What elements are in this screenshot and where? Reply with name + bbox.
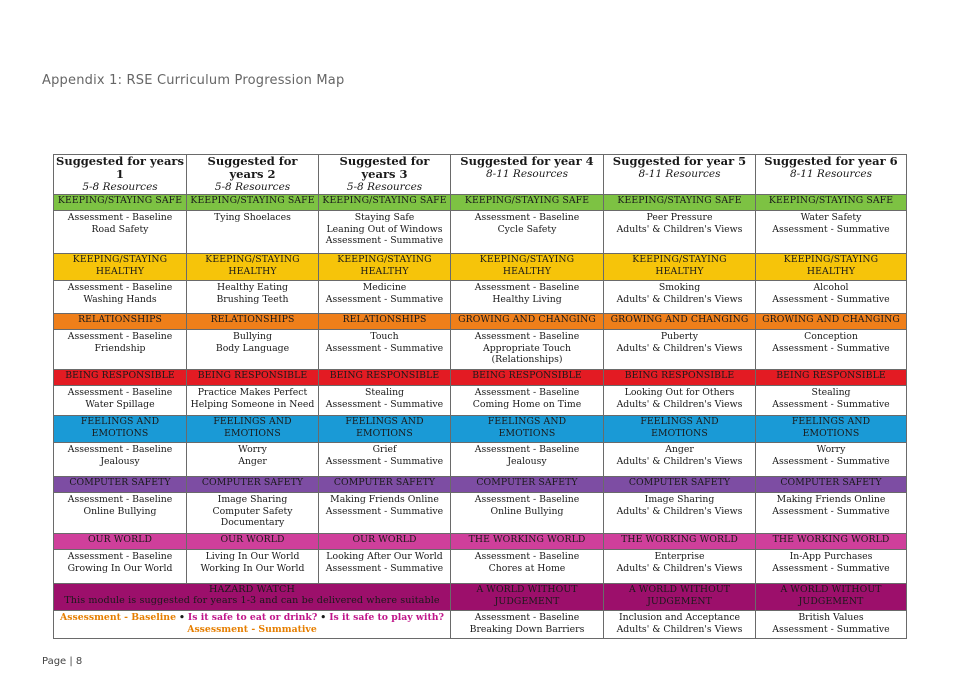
theme-band	[756, 584, 907, 611]
cell-line: Touch	[370, 331, 399, 342]
cell-line: Assessment - Baseline	[67, 494, 173, 505]
theme-band-label: BEING RESPONSIBLE	[776, 370, 886, 381]
lesson-cell	[756, 211, 907, 254]
lesson-cell	[54, 550, 187, 584]
lesson-cell	[756, 281, 907, 314]
cell-line: Anger	[238, 455, 267, 467]
cell-line: Assessment - Baseline	[474, 612, 580, 623]
hazard-content-row	[54, 611, 907, 639]
lesson-cell	[187, 550, 319, 584]
cell-line: Assessment - Summative	[772, 398, 890, 410]
lesson-cell	[187, 443, 319, 477]
cell-line: FEELINGS AND	[640, 416, 719, 427]
cell-line: Assessment - Baseline	[474, 331, 580, 342]
cell-line: Leaning Out of Windows	[326, 223, 443, 235]
theme-band-label: OUR WORLD	[352, 534, 417, 545]
cell-line: Appropriate Touch	[482, 342, 572, 354]
cell-line: Assessment - Baseline	[67, 551, 173, 562]
cell-line: Peer Pressure	[646, 212, 713, 223]
lesson-cell	[451, 281, 604, 314]
theme-band	[54, 314, 187, 330]
year-header	[604, 155, 756, 195]
cell-line: Assessment - Summative	[772, 293, 890, 305]
theme-band-label: BEING RESPONSIBLE	[472, 370, 582, 381]
cell-line: Working In Our World	[200, 562, 305, 574]
cell-line: Assessment - Summative	[325, 342, 444, 354]
hazard-watch-title: HAZARD WATCH	[209, 584, 295, 595]
lesson-cell	[756, 611, 907, 639]
lesson-cell	[54, 281, 187, 314]
lesson-cell	[756, 550, 907, 584]
theme-band-label: COMPUTER SAFETY	[628, 477, 731, 488]
cell-line: Grief	[372, 444, 397, 455]
theme-band-label: OUR WORLD	[220, 534, 285, 545]
cell-line: Stealing	[364, 387, 405, 398]
theme-band	[756, 534, 907, 550]
theme-band	[756, 477, 907, 493]
theme-band	[604, 195, 756, 211]
cell-line: Jealousy	[100, 455, 140, 467]
theme-band-row	[54, 416, 907, 443]
lesson-cell	[451, 611, 604, 639]
cell-line: JUDGEMENT	[798, 595, 864, 607]
lesson-cell	[319, 386, 451, 416]
cell-line: Assessment - Summative	[772, 505, 890, 517]
cell-line: Assessment - Baseline	[474, 212, 580, 223]
theme-band	[451, 534, 604, 550]
cell-line: HEALTHY	[95, 265, 145, 277]
theme-band-label: RELATIONSHIPS	[78, 314, 162, 325]
cell-line: Anger	[665, 444, 694, 455]
year-header-title: Suggested for years 1	[56, 154, 184, 181]
theme-band	[319, 195, 451, 211]
theme-band-label: GROWING AND CHANGING	[458, 314, 596, 325]
cell-line: Looking After Our World	[326, 551, 443, 562]
theme-band	[604, 534, 756, 550]
year-header-resources: 8-11 Resources	[638, 168, 721, 180]
cell-line: Growing In Our World	[67, 562, 173, 574]
lesson-row	[54, 443, 907, 477]
cell-line: Chores at Home	[488, 562, 566, 574]
theme-band	[604, 254, 756, 281]
cell-line: Online Bullying	[490, 505, 564, 517]
cell-line: EMOTIONS	[91, 427, 149, 439]
cell-line: Water Spillage	[85, 398, 155, 410]
cell-line: FEELINGS AND	[213, 416, 292, 427]
header-row	[54, 155, 907, 195]
theme-band-label: BEING RESPONSIBLE	[197, 370, 308, 381]
lesson-cell	[451, 330, 604, 370]
cell-line: HEALTHY	[655, 265, 704, 277]
cell-line: FEELINGS AND	[791, 416, 871, 427]
year-header-resources: 5-8 Resources	[214, 181, 291, 193]
cell-line: Tying Shoelaces	[214, 212, 291, 223]
theme-band	[451, 370, 604, 386]
lesson-cell	[756, 493, 907, 534]
theme-band-label: KEEPING/STAYING SAFE	[322, 195, 447, 206]
cell-line: Staying Safe	[354, 212, 415, 223]
theme-band-row	[54, 195, 907, 211]
theme-band	[756, 254, 907, 281]
theme-band-label: RELATIONSHIPS	[210, 314, 295, 325]
lesson-cell	[604, 211, 756, 254]
cell-line: Assessment - Baseline	[474, 444, 580, 455]
year-header-title: Suggested for year 6	[764, 154, 898, 168]
cell-line: Practice Makes Perfect	[197, 387, 308, 398]
cell-line: Documentary	[220, 517, 285, 528]
cell-line: FEELINGS AND	[487, 416, 567, 427]
cell-line: Assessment - Baseline	[67, 331, 173, 342]
hazard-text: Assessment - Baseline	[60, 612, 176, 623]
cell-line: Washing Hands	[83, 293, 157, 305]
cell-line: Assessment - Summative	[325, 235, 444, 246]
year-header-title: Suggested for year 5	[612, 154, 747, 168]
cell-line: Friendship	[94, 342, 146, 354]
theme-band-row	[54, 534, 907, 550]
theme-band-label: GROWING AND CHANGING	[610, 314, 749, 325]
cell-line: A WORLD WITHOUT	[476, 584, 578, 595]
cell-line: Assessment - Summative	[325, 293, 444, 305]
lesson-row	[54, 330, 907, 370]
cell-line: Assessment - Summative	[772, 455, 890, 467]
cell-line: Assessment - Baseline	[474, 282, 580, 293]
lesson-cell	[54, 386, 187, 416]
theme-band	[756, 416, 907, 443]
theme-band	[54, 370, 187, 386]
cell-line: Assessment - Baseline	[474, 494, 580, 505]
theme-band	[187, 314, 319, 330]
theme-band-label: RELATIONSHIPS	[342, 314, 427, 325]
year-header	[319, 155, 451, 195]
theme-band-label: KEEPING/STAYING SAFE	[464, 195, 590, 206]
year-header-resources: 8-11 Resources	[485, 168, 569, 180]
theme-band-label: THE WORKING WORLD	[772, 534, 890, 545]
cell-line: Assessment - Baseline	[67, 282, 173, 293]
year-header-resources: 5-8 Resources	[82, 181, 158, 193]
lesson-cell	[451, 386, 604, 416]
lesson-cell	[319, 211, 451, 254]
curriculum-progression-table	[53, 154, 907, 639]
cell-line: Assessment - Summative	[772, 223, 890, 235]
cell-line: Alcohol	[813, 282, 849, 293]
cell-line: FEELINGS AND	[80, 416, 160, 427]
cell-line: KEEPING/STAYING	[479, 254, 575, 265]
theme-band	[604, 370, 756, 386]
cell-line: Assessment - Summative	[772, 342, 890, 354]
cell-line: Image Sharing	[644, 494, 715, 505]
cell-line: Healthy Eating	[216, 282, 289, 293]
lesson-cell	[319, 443, 451, 477]
theme-band-label: COMPUTER SAFETY	[69, 477, 171, 488]
cell-line: EMOTIONS	[224, 427, 281, 439]
theme-band-row	[54, 254, 907, 281]
hazard-line-2: Assessment - Summative	[187, 623, 317, 635]
theme-band	[319, 254, 451, 281]
lesson-cell	[187, 386, 319, 416]
theme-band	[451, 584, 604, 611]
theme-band-label: KEEPING/STAYING SAFE	[617, 195, 742, 206]
theme-band	[187, 370, 319, 386]
year-header	[756, 155, 907, 195]
cell-line: HEALTHY	[360, 265, 409, 277]
year-header-title: Suggested for years 2	[207, 154, 298, 181]
cell-line: Conception	[804, 331, 858, 342]
cell-line: (Relationships)	[491, 354, 563, 365]
cell-line: Cycle Safety	[497, 223, 557, 235]
cell-line: Computer Safety	[212, 505, 293, 517]
theme-band-label: THE WORKING WORLD	[468, 534, 586, 545]
cell-line: Making Friends Online	[776, 494, 886, 505]
cell-line: HEALTHY	[806, 265, 856, 277]
theme-band	[756, 195, 907, 211]
cell-line: Adults' & Children's Views	[616, 398, 743, 410]
cell-line: HEALTHY	[502, 265, 552, 277]
cell-line: EMOTIONS	[356, 427, 413, 439]
cell-line: Looking Out for Others	[624, 387, 735, 398]
lesson-cell	[604, 493, 756, 534]
cell-line: Road Safety	[91, 223, 149, 235]
lesson-cell	[451, 493, 604, 534]
year-header	[187, 155, 319, 195]
cell-line: Inclusion and Acceptance	[618, 612, 741, 623]
hazard-text: Is it safe to eat or drink?	[187, 612, 318, 623]
cell-line: British Values	[798, 612, 864, 623]
theme-band-label: THE WORKING WORLD	[621, 534, 738, 545]
cell-line: Image Sharing	[217, 494, 288, 505]
cell-line: FEELINGS AND	[345, 416, 424, 427]
theme-band	[451, 195, 604, 211]
cell-line: Smoking	[658, 282, 701, 293]
cell-line: HEALTHY	[228, 265, 277, 277]
cell-line: Adults' & Children's Views	[616, 562, 743, 574]
cell-line: KEEPING/STAYING	[632, 254, 727, 265]
cell-line: Breaking Down Barriers	[469, 623, 585, 635]
cell-line: JUDGEMENT	[647, 595, 712, 607]
theme-band	[187, 195, 319, 211]
hazard-watch-description: This module is suggested for years 1-3 and can be delivered where suitable	[64, 595, 440, 606]
lesson-row	[54, 281, 907, 314]
year-header-title: Suggested for years 3	[339, 154, 430, 181]
theme-band	[319, 314, 451, 330]
lesson-row	[54, 550, 907, 584]
cell-line: In-App Purchases	[789, 551, 873, 562]
cell-line: Living In Our World	[205, 551, 300, 562]
lesson-cell	[319, 281, 451, 314]
lesson-cell	[604, 281, 756, 314]
theme-band-label: KEEPING/STAYING SAFE	[190, 195, 315, 206]
hazard-watch-band	[54, 584, 451, 611]
hazard-band-row	[54, 584, 907, 611]
lesson-cell	[54, 330, 187, 370]
lesson-cell	[54, 211, 187, 254]
cell-line: EMOTIONS	[651, 427, 708, 439]
lesson-cell	[451, 443, 604, 477]
lesson-cell	[319, 330, 451, 370]
lesson-row	[54, 386, 907, 416]
theme-band	[604, 416, 756, 443]
theme-band-label: KEEPING/STAYING SAFE	[768, 195, 894, 206]
cell-line: Water Safety	[800, 212, 862, 223]
lesson-cell	[187, 330, 319, 370]
lesson-cell	[604, 443, 756, 477]
cell-line: Enterprise	[654, 551, 705, 562]
theme-band	[54, 534, 187, 550]
cell-line: Healthy Living	[492, 293, 562, 305]
lesson-cell	[451, 211, 604, 254]
year-header-resources: 5-8 Resources	[346, 181, 423, 193]
theme-band	[604, 584, 756, 611]
theme-band-label: BEING RESPONSIBLE	[624, 370, 735, 381]
cell-line: Body Language	[215, 342, 290, 354]
cell-line: KEEPING/STAYING	[337, 254, 432, 265]
lesson-cell	[756, 386, 907, 416]
lesson-row	[54, 493, 907, 534]
cell-line: Brushing Teeth	[216, 293, 289, 305]
year-header-title: Suggested for year 4	[460, 154, 594, 168]
theme-band	[451, 314, 604, 330]
cell-line: Assessment - Summative	[325, 505, 444, 517]
theme-band	[319, 534, 451, 550]
theme-band	[756, 314, 907, 330]
cell-line: EMOTIONS	[498, 427, 556, 439]
cell-line: A WORLD WITHOUT	[780, 584, 882, 595]
lesson-cell	[604, 611, 756, 639]
theme-band	[756, 370, 907, 386]
hazard-line-1	[56, 612, 448, 624]
hazard-text: •	[178, 612, 185, 623]
cell-line: Adults' & Children's Views	[616, 505, 743, 517]
cell-line: Worry	[816, 444, 846, 455]
lesson-cell	[319, 493, 451, 534]
lesson-cell	[756, 330, 907, 370]
theme-band-label: BEING RESPONSIBLE	[65, 370, 175, 381]
theme-band	[187, 477, 319, 493]
cell-line: Assessment - Baseline	[67, 444, 173, 455]
lesson-row	[54, 211, 907, 254]
cell-line: Assessment - Baseline	[67, 212, 173, 223]
cell-line: Online Bullying	[83, 505, 157, 517]
cell-line: KEEPING/STAYING	[783, 254, 879, 265]
lesson-cell	[604, 330, 756, 370]
page-number: Page | 8	[42, 656, 83, 667]
cell-line: Bullying	[233, 331, 272, 342]
cell-line: Assessment - Summative	[325, 455, 444, 467]
lesson-cell	[187, 211, 319, 254]
cell-line: Medicine	[362, 282, 407, 293]
lesson-cell	[604, 550, 756, 584]
page-title: Appendix 1: RSE Curriculum Progression Map	[42, 73, 345, 88]
cell-line: Adults' & Children's Views	[616, 342, 743, 354]
cell-line: JUDGEMENT	[494, 595, 560, 607]
cell-line: Stealing	[811, 387, 851, 398]
theme-band	[187, 534, 319, 550]
theme-band-row	[54, 314, 907, 330]
cell-line: Jealousy	[507, 455, 547, 467]
cell-line: EMOTIONS	[802, 427, 860, 439]
hazard-text: •	[320, 612, 327, 623]
lesson-cell	[54, 493, 187, 534]
theme-band	[54, 416, 187, 443]
year-header-resources: 8-11 Resources	[789, 168, 873, 180]
theme-band	[319, 370, 451, 386]
theme-band	[187, 254, 319, 281]
theme-band	[319, 416, 451, 443]
theme-band-label: COMPUTER SAFETY	[201, 477, 304, 488]
cell-line: A WORLD WITHOUT	[628, 584, 731, 595]
theme-band	[451, 416, 604, 443]
theme-band-label: COMPUTER SAFETY	[780, 477, 882, 488]
cell-line: Helping Someone in Need	[190, 398, 315, 410]
lesson-cell	[604, 386, 756, 416]
theme-band	[604, 477, 756, 493]
cell-line: KEEPING/STAYING	[205, 254, 300, 265]
cell-line: Assessment - Summative	[325, 562, 444, 574]
theme-band-label: OUR WORLD	[87, 534, 153, 545]
cell-line: Assessment - Baseline	[474, 551, 580, 562]
cell-line: Worry	[238, 444, 267, 455]
hazard-text: Is it safe to play with?	[329, 612, 444, 623]
lesson-cell	[319, 550, 451, 584]
lesson-cell	[187, 493, 319, 534]
cell-line: Assessment - Summative	[772, 562, 890, 574]
theme-band-label: KEEPING/STAYING SAFE	[57, 195, 183, 206]
lesson-cell	[756, 443, 907, 477]
theme-band-label: COMPUTER SAFETY	[333, 477, 436, 488]
lesson-cell	[54, 443, 187, 477]
lesson-cell	[451, 550, 604, 584]
lesson-cell	[187, 281, 319, 314]
theme-band	[451, 477, 604, 493]
theme-band-label: GROWING AND CHANGING	[762, 314, 900, 325]
cell-line: Making Friends Online	[330, 494, 439, 505]
year-header	[54, 155, 187, 195]
theme-band-label: BEING RESPONSIBLE	[329, 370, 440, 381]
theme-band	[54, 195, 187, 211]
theme-band	[451, 254, 604, 281]
cell-line: KEEPING/STAYING	[72, 254, 168, 265]
year-header	[451, 155, 604, 195]
theme-band	[54, 477, 187, 493]
cell-line: Adults' & Children's Views	[616, 455, 743, 467]
theme-band-row	[54, 477, 907, 493]
cell-line: Assessment - Summative	[325, 398, 444, 410]
theme-band	[187, 416, 319, 443]
theme-band	[604, 314, 756, 330]
cell-line: Adults' & Children's Views	[616, 623, 743, 635]
theme-band-label: COMPUTER SAFETY	[476, 477, 578, 488]
theme-band	[319, 477, 451, 493]
cell-line: Puberty	[660, 331, 699, 342]
cell-line: Adults' & Children's Views	[616, 293, 743, 305]
theme-band	[54, 254, 187, 281]
hazard-watch-content	[54, 611, 451, 639]
cell-line: Coming Home on Time	[472, 398, 582, 410]
cell-line: Assessment - Baseline	[67, 387, 173, 398]
cell-line: Assessment - Summative	[772, 623, 890, 635]
theme-band-row	[54, 370, 907, 386]
cell-line: Adults' & Children's Views	[616, 223, 743, 235]
cell-line: Assessment - Baseline	[474, 387, 580, 398]
